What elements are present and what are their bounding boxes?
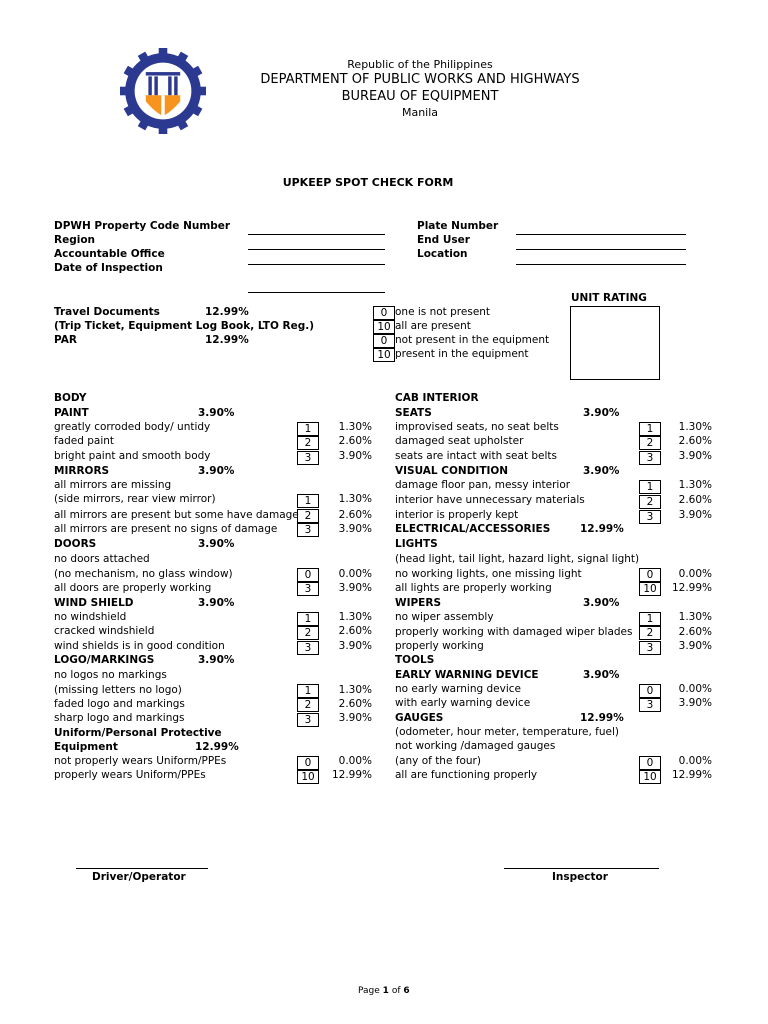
option-pct: 3.90% — [338, 582, 372, 594]
option-text: all are functioning properly — [395, 769, 538, 781]
score-box[interactable]: 0 — [373, 306, 395, 320]
option-text: with early warning device — [395, 697, 531, 709]
of-word: of — [391, 986, 401, 996]
section-paint-pct: 3.90% — [198, 407, 235, 419]
section-logo-markings: LOGO/MARKINGS — [54, 654, 155, 666]
option-text: damaged seat upholster — [395, 435, 524, 447]
option-pct: 2.60% — [338, 509, 372, 521]
option-text: all mirrors are present but some have damage — [54, 509, 299, 521]
score-box[interactable]: 2 — [639, 495, 661, 509]
option-text: not present in the equipment — [395, 334, 550, 346]
option-text: faded paint — [54, 435, 115, 447]
field-label-region: Region — [54, 234, 96, 246]
section-tools: TOOLS — [395, 654, 435, 666]
option-pct: 3.90% — [678, 450, 712, 462]
option-pct: 2.60% — [338, 698, 372, 710]
signature-line-driver[interactable] — [76, 868, 208, 869]
page-total: 6 — [403, 986, 410, 996]
page-word: Page — [358, 986, 380, 996]
score-box[interactable]: 1 — [639, 422, 661, 436]
option-text: no working lights, one missing light — [395, 568, 582, 580]
score-box[interactable]: 1 — [297, 422, 319, 436]
option-pct: 2.60% — [678, 435, 712, 447]
field-line-plate-number[interactable] — [516, 234, 686, 235]
signature-label-inspector: Inspector — [552, 871, 608, 883]
option-pct: 3.90% — [338, 523, 372, 535]
option-pct: 3.90% — [678, 509, 712, 521]
option-text: all are present — [395, 320, 471, 332]
section-gauges: GAUGES — [395, 712, 444, 724]
score-box[interactable]: 3 — [297, 641, 319, 655]
option-text: cracked windshield — [54, 625, 155, 637]
section-early-warning: EARLY WARNING DEVICE — [395, 669, 539, 681]
option-pct: 12.99% — [671, 769, 712, 781]
header-department: DEPARTMENT OF PUBLIC WORKS AND HIGHWAYS — [260, 72, 580, 87]
option-text: improvised seats, no seat belts — [395, 421, 559, 433]
score-box[interactable]: 2 — [639, 436, 661, 450]
score-box[interactable]: 0 — [639, 684, 661, 698]
option-text: no windshield — [54, 611, 127, 623]
field-line-location[interactable] — [516, 264, 686, 265]
section-mirrors: MIRRORS — [54, 465, 110, 477]
score-box[interactable]: 10 — [373, 320, 395, 334]
score-box[interactable]: 0 — [639, 568, 661, 582]
option-pct: 1.30% — [338, 611, 372, 623]
section-gauges-pct: 12.99% — [580, 712, 624, 724]
section-seats: SEATS — [395, 407, 432, 419]
unit-rating-box[interactable] — [570, 306, 660, 380]
option-note: (head light, tail light, hazard light, signal light) — [395, 553, 640, 565]
option-text: seats are intact with seat belts — [395, 450, 558, 462]
score-box[interactable]: 1 — [297, 612, 319, 626]
option-text: bright paint and smooth body — [54, 450, 211, 462]
travel-documents-sub: (Trip Ticket, Equipment Log Book, LTO Reg.) — [54, 320, 315, 332]
option-pct: 0.00% — [678, 683, 712, 695]
section-mirrors-pct: 3.90% — [198, 465, 235, 477]
option-pct: 1.30% — [338, 421, 372, 433]
option-text: all lights are properly working — [395, 582, 552, 594]
section-uniform-pct: 12.99% — [195, 741, 239, 753]
score-box[interactable]: 0 — [373, 334, 395, 348]
page-number: 1 — [382, 986, 389, 996]
score-box[interactable]: 3 — [297, 451, 319, 465]
option-text: interior is properly kept — [395, 509, 519, 521]
option-text: (no mechanism, no glass window) — [54, 568, 233, 580]
option-text: properly wears Uniform/PPEs — [54, 769, 206, 781]
option-pct: 0.00% — [338, 755, 372, 767]
par-pct: 12.99% — [205, 334, 249, 346]
option-pct: 3.90% — [338, 712, 372, 724]
score-box[interactable]: 3 — [639, 510, 661, 524]
option-text: greatly corroded body/ untidy — [54, 421, 211, 433]
option-text: (side mirrors, rear view mirror) — [54, 493, 216, 505]
form-title: UPKEEP SPOT CHECK FORM — [282, 176, 454, 189]
score-box[interactable]: 3 — [639, 698, 661, 712]
option-text: all mirrors are present no signs of damage — [54, 523, 278, 535]
score-box[interactable]: 10 — [639, 582, 661, 596]
option-pct: 0.00% — [678, 568, 712, 580]
option-pct: 2.60% — [678, 494, 712, 506]
option-text: present in the equipment — [395, 348, 529, 360]
header-bureau: BUREAU OF EQUIPMENT — [341, 89, 499, 104]
score-box[interactable]: 3 — [639, 451, 661, 465]
field-label-accountable-office: Accountable Office — [54, 248, 165, 260]
section-early-warning-pct: 3.90% — [583, 669, 620, 681]
section-wipers-pct: 3.90% — [583, 597, 620, 609]
score-box[interactable]: 1 — [639, 612, 661, 626]
field-label-plate-number: Plate Number — [417, 220, 499, 232]
score-box[interactable]: 1 — [297, 494, 319, 508]
option-note: no logos no markings — [54, 669, 167, 681]
option-text: faded logo and markings — [54, 698, 185, 710]
field-label-location: Location — [417, 248, 468, 260]
option-pct: 3.90% — [678, 697, 712, 709]
score-box[interactable]: 0 — [639, 756, 661, 770]
section-uniform-cont: Equipment — [54, 741, 118, 753]
travel-documents-label: Travel Documents — [54, 306, 160, 318]
option-pct: 0.00% — [678, 755, 712, 767]
score-box[interactable]: 10 — [297, 770, 319, 784]
section-electrical: ELECTRICAL/ACCESSORIES — [395, 523, 551, 535]
section-electrical-pct: 12.99% — [580, 523, 624, 535]
par-label: PAR — [54, 334, 77, 346]
option-text: damage floor pan, messy interior — [395, 479, 571, 491]
score-box[interactable]: 3 — [297, 523, 319, 537]
section-uniform: Uniform/Personal Protective — [54, 727, 222, 739]
option-pct: 1.30% — [678, 611, 712, 623]
option-text: all doors are properly working — [54, 582, 212, 594]
section-logo-markings-pct: 3.90% — [198, 654, 235, 666]
section-paint: PAINT — [54, 407, 89, 419]
option-note: not working /damaged gauges — [395, 740, 556, 752]
section-cab-interior: CAB INTERIOR — [395, 392, 479, 404]
option-text: sharp logo and markings — [54, 712, 185, 724]
score-box[interactable]: 2 — [639, 626, 661, 640]
field-label-end-user: End User — [417, 234, 470, 246]
option-pct: 1.30% — [338, 684, 372, 696]
option-note: no doors attached — [54, 553, 150, 565]
unit-rating-label: UNIT RATING — [571, 292, 647, 304]
travel-documents-pct: 12.99% — [205, 306, 249, 318]
section-wipers: WIPERS — [395, 597, 442, 609]
section-windshield-pct: 3.90% — [198, 597, 235, 609]
option-pct: 12.99% — [671, 582, 712, 594]
field-line-accountable-office[interactable] — [248, 264, 385, 265]
field-label-date-of-inspection: Date of Inspection — [54, 262, 163, 274]
option-text: (any of the four) — [395, 755, 481, 767]
signature-line-inspector[interactable] — [504, 868, 659, 869]
page-indicator — [358, 986, 410, 996]
option-text: wind shields is in good condition — [54, 640, 225, 652]
section-doors: DOORS — [54, 538, 97, 550]
score-box[interactable]: 10 — [639, 770, 661, 784]
option-note: all mirrors are missing — [54, 479, 172, 491]
section-windshield: WIND SHIELD — [54, 597, 134, 609]
option-pct: 3.90% — [338, 640, 372, 652]
header-city: Manila — [401, 106, 439, 119]
section-doors-pct: 3.90% — [198, 538, 235, 550]
option-pct: 3.90% — [338, 450, 372, 462]
option-pct: 2.60% — [338, 435, 372, 447]
option-text: (missing letters no logo) — [54, 684, 182, 696]
score-box[interactable]: 2 — [297, 626, 319, 640]
field-line-region[interactable] — [248, 249, 385, 250]
score-box[interactable]: 1 — [297, 684, 319, 698]
score-box[interactable]: 2 — [297, 436, 319, 450]
score-box[interactable]: 10 — [373, 348, 395, 362]
score-box[interactable]: 3 — [639, 641, 661, 655]
option-pct: 1.30% — [678, 421, 712, 433]
section-visual-condition-pct: 3.90% — [583, 465, 620, 477]
option-text: no early warning device — [395, 683, 521, 695]
option-pct: 2.60% — [338, 625, 372, 637]
option-note: (odometer, hour meter, temperature, fuel) — [395, 726, 620, 738]
option-text: not properly wears Uniform/PPEs — [54, 755, 227, 767]
option-text: one is not present — [395, 306, 491, 318]
field-line-property-code[interactable] — [248, 234, 385, 235]
score-box[interactable]: 0 — [297, 756, 319, 770]
score-box[interactable]: 2 — [297, 509, 319, 523]
option-pct: 12.99% — [331, 769, 372, 781]
option-text: no wiper assembly — [395, 611, 494, 623]
score-box[interactable]: 1 — [639, 480, 661, 494]
signature-label-driver: Driver/Operator — [92, 871, 186, 883]
score-box[interactable]: 0 — [297, 568, 319, 582]
option-pct: 0.00% — [338, 568, 372, 580]
option-pct: 3.90% — [678, 640, 712, 652]
section-body: BODY — [54, 392, 87, 404]
option-pct: 1.30% — [678, 479, 712, 491]
option-text: properly working with damaged wiper blades — [395, 626, 633, 638]
section-seats-pct: 3.90% — [583, 407, 620, 419]
field-line-date-of-inspection[interactable] — [248, 292, 385, 293]
option-text: interior have unnecessary materials — [395, 494, 585, 506]
option-pct: 2.60% — [678, 626, 712, 638]
section-lights: LIGHTS — [395, 538, 438, 550]
option-text: properly working — [395, 640, 484, 652]
header-republic: Republic of the Philippines — [347, 58, 493, 71]
score-box[interactable]: 2 — [297, 698, 319, 712]
field-line-end-user[interactable] — [516, 249, 686, 250]
score-box[interactable]: 3 — [297, 713, 319, 727]
field-label-property-code: DPWH Property Code Number — [54, 220, 231, 232]
score-box[interactable]: 3 — [297, 582, 319, 596]
section-visual-condition: VISUAL CONDITION — [395, 465, 509, 477]
option-pct: 1.30% — [338, 493, 372, 505]
